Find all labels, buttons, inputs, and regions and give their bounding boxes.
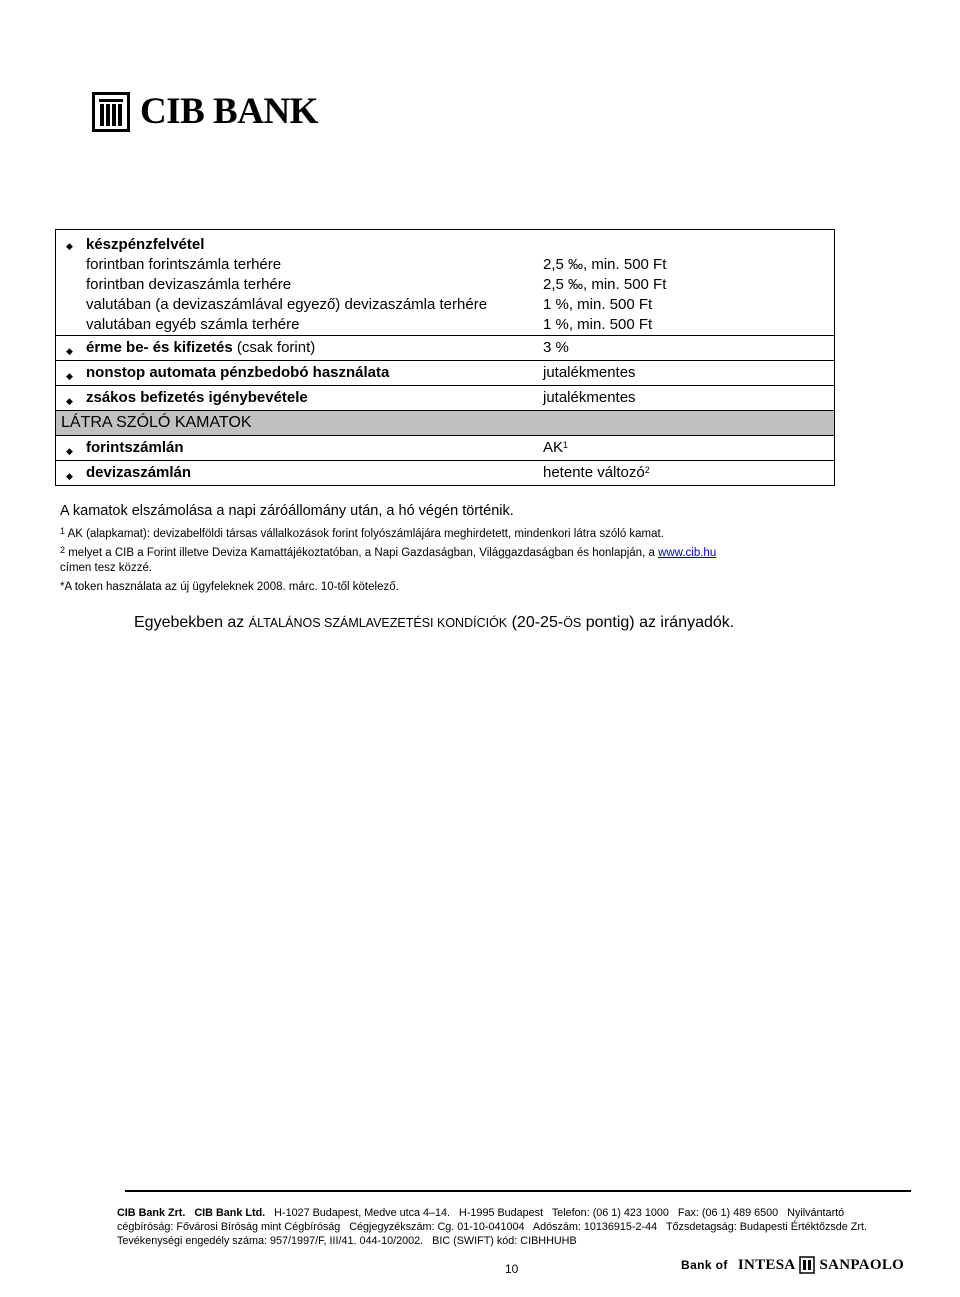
fee-label: nonstop automata pénzbedobó használata (86, 364, 390, 381)
closing-part1: Egyebekben az (134, 614, 249, 631)
footnote-2-continued: címen tesz közzé. (60, 562, 153, 574)
footnote-2 (60, 546, 716, 560)
sub-fee-label: forintban forintszámla terhére (86, 256, 282, 273)
footer-line-3: Tevékenységi engedély száma: 957/1997/F, III/41. 044-10/2002. BIC (SWIFT) kód: CIBHHUHB (117, 1235, 577, 1247)
interest-value: hetente változó (543, 464, 645, 481)
footer-company: CIB Bank Zrt. CIB Bank Ltd. (117, 1207, 266, 1219)
cib-website-link[interactable]: www.cib.hu (658, 547, 717, 559)
fee-label-rest: (csak forint) (232, 339, 316, 356)
closing-smallcaps2: ÖS (563, 616, 582, 630)
interest-label: devizaszámlán (86, 464, 192, 481)
section-header-row (56, 410, 834, 435)
bullet-icon: ◆ (66, 371, 73, 381)
footnote-ref: 2 (644, 465, 650, 475)
fx-interest-row (56, 460, 834, 485)
footnote-text: AK (alapkamat): devizabelföldi társas vállalkozások forint folyószámlájára meghirdetett, mindenkori látra szóló kamat. (67, 528, 664, 540)
footnote-text: melyet a CIB a Forint illetve Deviza Kamattájékoztatóban, a Napi Gazdaságban, Világgazdaságban és honlapján, a (68, 547, 659, 559)
fee-value: 3 % (543, 339, 569, 356)
sub-fee-label: valutában (a devizaszámlával egyező) devizaszámla terhére (86, 296, 488, 313)
footer-line-1 (117, 1206, 844, 1220)
sub-fee-value: 1 %, min. 500 Ft (543, 296, 653, 313)
interest-label: forintszámlán (86, 439, 184, 456)
page-number: 10 (505, 1262, 519, 1276)
footnote-number: 2 (60, 545, 66, 555)
cib-logo-mark-icon (92, 92, 130, 132)
footer-address: H-1027 Budapest, Medve utca 4–14. H-1995 Budapest Telefon: (06 1) 423 1000 Fax: (06 1) 489 6500 Nyilvántartó (265, 1207, 845, 1219)
bullet-icon: ◆ (66, 346, 73, 356)
interest-settlement-note: A kamatok elszámolása a napi záróállomány után, a hó végén történik. (60, 503, 514, 519)
fee-table (55, 229, 835, 486)
coin-row (56, 335, 834, 360)
interest-value: AK (543, 439, 564, 456)
footer-divider (125, 1190, 911, 1192)
cib-bank-logo (92, 92, 318, 132)
sub-fee-value: 1 %, min. 500 Ft (543, 316, 653, 333)
closing-part3: pontig) az irányadók. (581, 614, 735, 631)
sub-fee-label: forintban devizaszámla terhére (86, 276, 292, 293)
intesa-sanpaolo-logo (681, 1255, 904, 1275)
huf-interest-row (56, 435, 834, 460)
cash-withdrawal-row (56, 230, 834, 335)
sanpaolo-text: SANPAOLO (819, 1256, 905, 1273)
closing-sentence (134, 614, 734, 632)
fee-value: jutalékmentes (543, 364, 636, 381)
sub-fee-label: valutában egyéb számla terhére (86, 316, 300, 333)
bullet-icon: ◆ (66, 446, 73, 456)
bullet-icon: ◆ (66, 471, 73, 481)
intesa-mark-icon (799, 1256, 815, 1274)
fee-label: zsákos befizetés igénybevétele (86, 389, 308, 406)
sub-fee-value: 2,5 ‰, min. 500 Ft (543, 276, 667, 293)
closing-part2: (20-25- (507, 614, 564, 631)
section-title: LÁTRA SZÓLÓ KAMATOK (61, 414, 252, 431)
closing-smallcaps: ÁLTALÁNOS SZÁMLAVEZETÉSI KONDÍCIÓK (248, 616, 508, 630)
bag-deposit-row (56, 385, 834, 410)
intesa-text: INTESA (737, 1256, 796, 1273)
bank-of-text: Bank of (681, 1258, 728, 1272)
footer-line-2: cégbíróság: Fővárosi Bíróság mint Cégbíróság Cégjegyzékszám: Cg. 01-10-041004 Adószám: 10136915-2-44 Tőzsdetagság: Budapesti Értéktőzsde Zrt. (117, 1221, 867, 1233)
logo-text: CIB BANK (140, 91, 318, 132)
atm-deposit-row (56, 360, 834, 385)
token-note: *A token használata az új ügyfeleknek 2008. márc. 10-től kötelező. (60, 581, 399, 593)
bullet-icon: ◆ (66, 396, 73, 406)
footnote-1 (60, 527, 664, 541)
fee-label: készpénzfelvétel (86, 236, 205, 253)
sub-fee-value: 2,5 ‰, min. 500 Ft (543, 256, 667, 273)
fee-value: jutalékmentes (543, 389, 636, 406)
bullet-icon: ◆ (66, 241, 73, 251)
footnote-number: 1 (60, 526, 66, 536)
fee-label-bold: érme be- és kifizetés (86, 339, 233, 356)
footnote-ref: 1 (563, 440, 569, 450)
